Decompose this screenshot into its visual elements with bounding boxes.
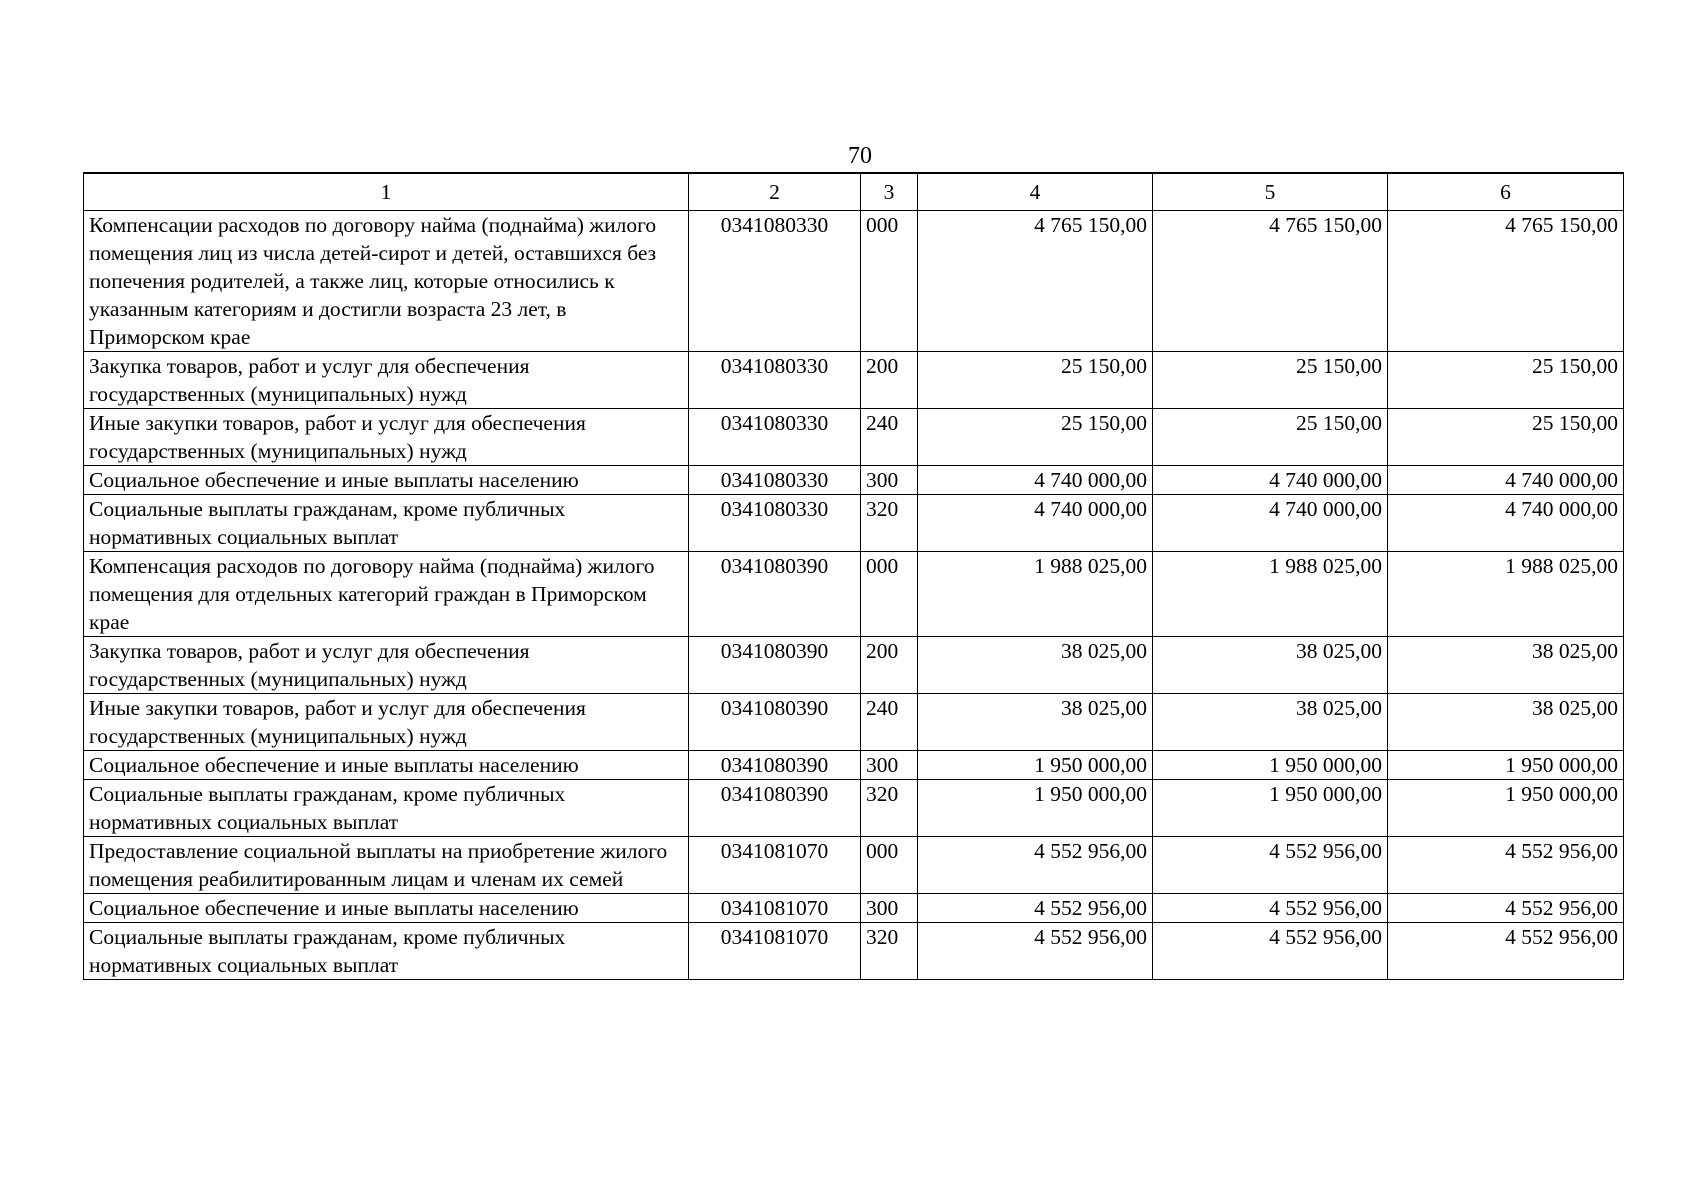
row-value-4: 38 025,00 [918,637,1153,694]
row-name: Социальные выплаты гражданам, кроме публичных нормативных социальных выплат [84,495,689,552]
row-value-6: 1 988 025,00 [1388,552,1624,637]
row-value-6: 4 552 956,00 [1388,837,1624,894]
row-name: Компенсация расходов по договору найма (поднайма) жилого помещения для отдельных категорий граждан в Приморском крае [84,552,689,637]
row-name: Социальное обеспечение и иные выплаты населению [84,751,689,780]
row-code: 0341080390 [689,780,861,837]
row-type: 240 [861,409,918,466]
row-type: 320 [861,923,918,980]
table-row [84,211,1624,352]
row-value-4: 1 988 025,00 [918,552,1153,637]
row-code: 0341080330 [689,211,861,352]
row-value-4: 4 740 000,00 [918,495,1153,552]
row-value-6: 4 740 000,00 [1388,495,1624,552]
row-type: 240 [861,694,918,751]
table-row [84,552,1624,637]
row-value-5: 4 765 150,00 [1153,211,1388,352]
row-value-4: 4 552 956,00 [918,894,1153,923]
row-name: Закупка товаров, работ и услуг для обеспечения государственных (муниципальных) нужд [84,352,689,409]
column-header-6: 6 [1388,173,1624,211]
row-value-5: 1 950 000,00 [1153,751,1388,780]
row-value-6: 1 950 000,00 [1388,751,1624,780]
row-code: 0341081070 [689,837,861,894]
row-type: 200 [861,352,918,409]
table-row [84,751,1624,780]
row-name: Социальные выплаты гражданам, кроме публичных нормативных социальных выплат [84,780,689,837]
page-number: 70 [848,143,872,169]
budget-table [83,172,1624,980]
row-code: 0341080330 [689,352,861,409]
row-name: Социальное обеспечение и иные выплаты населению [84,894,689,923]
row-value-4: 38 025,00 [918,694,1153,751]
row-type: 000 [861,837,918,894]
column-header-2: 2 [689,173,861,211]
row-type: 000 [861,552,918,637]
row-name: Компенсации расходов по договору найма (поднайма) жилого помещения лиц из числа детей-сирот и детей, оставшихся без попечения родителей, а также лиц, которые относились к указанным категориям и достигли возраста 23 лет, в Приморском крае [84,211,689,352]
row-value-6: 4 552 956,00 [1388,894,1624,923]
row-code: 0341080330 [689,466,861,495]
row-value-5: 1 950 000,00 [1153,780,1388,837]
row-value-4: 1 950 000,00 [918,780,1153,837]
header-row [84,173,1624,211]
row-value-5: 4 552 956,00 [1153,894,1388,923]
row-type: 320 [861,495,918,552]
table-row [84,923,1624,980]
row-value-5: 25 150,00 [1153,352,1388,409]
column-header-5: 5 [1153,173,1388,211]
row-value-5: 4 552 956,00 [1153,923,1388,980]
row-type: 200 [861,637,918,694]
row-value-5: 1 988 025,00 [1153,552,1388,637]
row-name: Социальные выплаты гражданам, кроме публичных нормативных социальных выплат [84,923,689,980]
column-header-4: 4 [918,173,1153,211]
row-value-5: 4 552 956,00 [1153,837,1388,894]
row-value-5: 4 740 000,00 [1153,466,1388,495]
row-value-6: 4 552 956,00 [1388,923,1624,980]
table-row [84,352,1624,409]
row-value-6: 38 025,00 [1388,694,1624,751]
row-value-6: 25 150,00 [1388,409,1624,466]
row-name: Иные закупки товаров, работ и услуг для обеспечения государственных (муниципальных) нужд [84,694,689,751]
row-value-6: 38 025,00 [1388,637,1624,694]
row-value-4: 25 150,00 [918,409,1153,466]
row-value-4: 25 150,00 [918,352,1153,409]
table-row [84,780,1624,837]
row-value-6: 4 740 000,00 [1388,466,1624,495]
row-value-6: 1 950 000,00 [1388,780,1624,837]
table-row [84,495,1624,552]
table-row [84,409,1624,466]
row-value-5: 38 025,00 [1153,637,1388,694]
column-header-1: 1 [84,173,689,211]
row-code: 0341081070 [689,923,861,980]
row-value-5: 25 150,00 [1153,409,1388,466]
row-value-6: 25 150,00 [1388,352,1624,409]
row-code: 0341080390 [689,637,861,694]
table-row [84,466,1624,495]
row-code: 0341080390 [689,694,861,751]
row-name: Предоставление социальной выплаты на приобретение жилого помещения реабилитированным лицам и членам их семей [84,837,689,894]
row-code: 0341080390 [689,751,861,780]
column-header-3: 3 [861,173,918,211]
row-type: 300 [861,466,918,495]
table-row [84,894,1624,923]
table-row [84,694,1624,751]
row-value-4: 4 765 150,00 [918,211,1153,352]
row-type: 320 [861,780,918,837]
row-type: 300 [861,894,918,923]
table-row [84,637,1624,694]
row-type: 300 [861,751,918,780]
row-code: 0341081070 [689,894,861,923]
row-type: 000 [861,211,918,352]
row-value-4: 4 552 956,00 [918,923,1153,980]
row-code: 0341080330 [689,495,861,552]
row-code: 0341080330 [689,409,861,466]
table-row [84,837,1624,894]
row-value-4: 4 740 000,00 [918,466,1153,495]
row-value-6: 4 765 150,00 [1388,211,1624,352]
row-name: Иные закупки товаров, работ и услуг для обеспечения государственных (муниципальных) нужд [84,409,689,466]
row-name: Социальное обеспечение и иные выплаты населению [84,466,689,495]
row-value-4: 1 950 000,00 [918,751,1153,780]
row-value-4: 4 552 956,00 [918,837,1153,894]
row-name: Закупка товаров, работ и услуг для обеспечения государственных (муниципальных) нужд [84,637,689,694]
row-value-5: 4 740 000,00 [1153,495,1388,552]
row-code: 0341080390 [689,552,861,637]
row-value-5: 38 025,00 [1153,694,1388,751]
